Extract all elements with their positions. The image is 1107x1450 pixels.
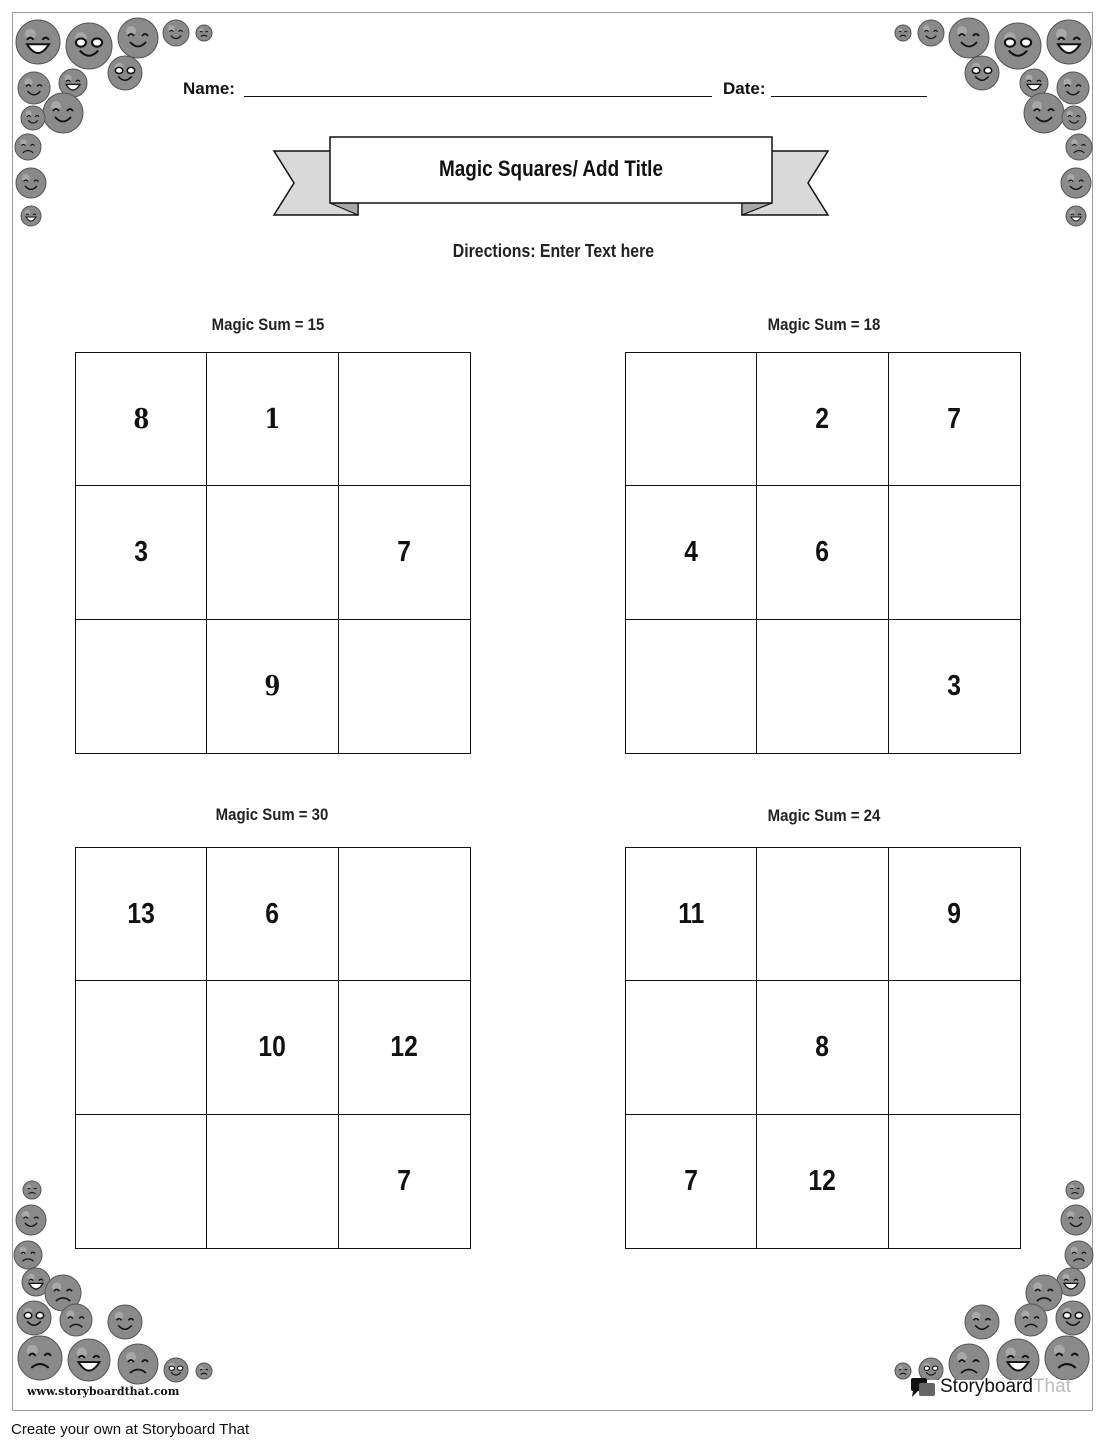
grid-cell[interactable]: 11	[626, 848, 757, 981]
smiley-faces-icon	[877, 1170, 1107, 1380]
emoji-face-icon	[60, 1304, 92, 1336]
emoji-face-icon	[1061, 168, 1091, 198]
grid-cell[interactable]	[757, 620, 888, 753]
grid-cell[interactable]: 6	[757, 486, 888, 619]
grid-cell[interactable]	[339, 848, 470, 981]
grid-cell[interactable]	[626, 981, 757, 1114]
emoji-face-icon	[23, 1181, 41, 1199]
grid-cell[interactable]	[889, 486, 1020, 619]
emoji-face-icon	[21, 206, 41, 226]
emoji-face-icon	[43, 93, 83, 133]
emoji-face-icon	[17, 1301, 51, 1335]
grid-cell[interactable]: 4	[626, 486, 757, 619]
emoji-face-icon	[1066, 206, 1086, 226]
website-url[interactable]: www.storyboardthat.com	[27, 1385, 180, 1398]
magic-sum-label: Magic Sum = 18	[767, 315, 881, 334]
magic-sum-label: Magic Sum = 24	[767, 806, 881, 825]
emoji-face-icon	[164, 1358, 188, 1382]
emoji-face-icon	[118, 1344, 158, 1384]
emoji-face-icon	[1066, 1181, 1084, 1199]
emoji-face-icon	[1056, 1301, 1090, 1335]
emoji-face-icon	[1015, 1304, 1047, 1336]
emoji-face-icon	[118, 18, 158, 58]
brand-name: Storyboard	[940, 1376, 1033, 1397]
worksheet-title[interactable]: Magic Squares/ Add Title	[439, 156, 663, 181]
smiley-faces-icon	[877, 0, 1107, 240]
emoji-face-icon	[16, 1205, 46, 1235]
grid-cell[interactable]	[889, 981, 1020, 1114]
grid-cell[interactable]	[757, 848, 888, 981]
grid-cell[interactable]	[76, 981, 207, 1114]
grid-cell[interactable]: 7	[397, 1164, 412, 1197]
storyboardthat-logo[interactable]	[910, 1374, 1071, 1400]
grid-cell[interactable]: 3	[76, 486, 207, 619]
magic-sum-label: Magic Sum = 30	[215, 805, 329, 824]
speech-bubble-icon	[910, 1376, 936, 1398]
emoji-face-icon	[1024, 93, 1064, 133]
emoji-face-icon	[21, 106, 45, 130]
grid-cell[interactable]: 7	[626, 1115, 757, 1248]
grid-cell[interactable]: 6	[207, 848, 338, 981]
emoji-face-icon	[1066, 134, 1092, 160]
emoji-face-icon	[1062, 106, 1086, 130]
emoji-face-icon	[108, 1305, 142, 1339]
grid-cell[interactable]: 1	[207, 353, 338, 486]
grid-cell[interactable]: 12	[757, 1115, 888, 1248]
grid-cell[interactable]: 3	[947, 669, 962, 702]
grid-cell[interactable]	[339, 353, 470, 486]
directions-text[interactable]: Directions: Enter Text here	[452, 241, 655, 261]
emoji-face-icon	[895, 1363, 911, 1379]
emoji-face-icon	[16, 168, 46, 198]
magic-sum-label: Magic Sum = 15	[211, 315, 325, 334]
name-label: Name:	[183, 79, 235, 98]
grid-cell[interactable]	[626, 353, 757, 486]
grid-cell[interactable]: 10	[207, 981, 338, 1114]
emoji-face-icon	[1061, 1205, 1091, 1235]
grid-cell[interactable]	[207, 486, 338, 619]
grid-cell[interactable]: 2	[757, 353, 888, 486]
emoji-face-icon	[895, 25, 911, 41]
emoji-face-icon	[15, 134, 41, 160]
emoji-face-icon	[66, 23, 112, 69]
grid-cell[interactable]	[626, 620, 757, 753]
emoji-face-icon	[918, 20, 944, 46]
grid-cell[interactable]: 7	[889, 353, 1020, 486]
grid-cell[interactable]: 8	[757, 981, 888, 1114]
brand-name-suffix: That	[1032, 1376, 1071, 1397]
emoji-face-icon	[1047, 20, 1091, 64]
smiley-faces-icon	[0, 1170, 230, 1390]
emoji-face-icon	[196, 1363, 212, 1379]
emoji-face-icon	[965, 1305, 999, 1339]
smiley-faces-icon	[0, 0, 230, 240]
emoji-face-icon	[68, 1339, 110, 1381]
grid-cell[interactable]: 7	[339, 486, 470, 619]
create-your-own-link[interactable]: Create your own at Storyboard That	[11, 1421, 250, 1438]
emoji-face-icon	[965, 56, 999, 90]
magic-square-grid	[75, 352, 471, 754]
emoji-face-icon	[18, 72, 50, 104]
date-label: Date:	[723, 79, 766, 98]
grid-cell[interactable]: 9	[889, 848, 1020, 981]
emoji-face-icon	[949, 18, 989, 58]
grid-cell[interactable]: 9	[207, 620, 338, 753]
emoji-face-icon	[995, 23, 1041, 69]
emoji-face-icon	[14, 1241, 42, 1269]
emoji-face-icon	[1057, 72, 1089, 104]
magic-square-grid	[625, 352, 1021, 754]
grid-cell[interactable]: 13	[76, 848, 207, 981]
grid-cell[interactable]	[76, 620, 207, 753]
grid-cell[interactable]	[339, 620, 470, 753]
grid-cell[interactable]: 12	[339, 981, 470, 1114]
grid-cell[interactable]: 8	[76, 353, 207, 486]
name-field[interactable]	[244, 96, 712, 97]
emoji-face-icon	[196, 25, 212, 41]
emoji-face-icon	[108, 56, 142, 90]
emoji-face-icon	[16, 20, 60, 64]
emoji-face-icon	[18, 1336, 62, 1380]
title-banner	[272, 135, 830, 219]
emoji-face-icon	[163, 20, 189, 46]
emoji-face-icon	[1065, 1241, 1093, 1269]
